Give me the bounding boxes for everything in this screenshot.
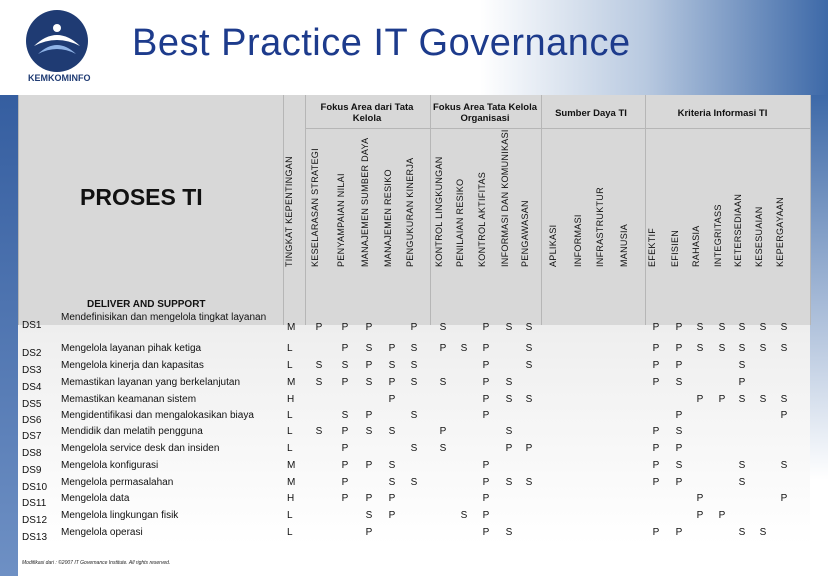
cell-mark: S [410, 360, 418, 371]
process-code: DS3 [22, 365, 42, 376]
cell-mark: P [696, 493, 704, 504]
cell-mark: P [482, 510, 490, 521]
cell-mark: P [675, 322, 683, 333]
cell-mark: S [525, 394, 533, 405]
cell-mark: S [696, 322, 704, 333]
column-group-label: Sumber Daya TI [555, 108, 627, 119]
cell-mark: P [365, 493, 373, 504]
cell-mark: P [482, 477, 490, 488]
cell-mark: P [675, 360, 683, 371]
process-name: Mengelola lingkungan fisik [61, 510, 179, 521]
process-name: Mengelola service desk dan insiden [61, 443, 220, 454]
cell-mark: S [738, 460, 746, 471]
column-header: PENYAMPAIAN NILAI [336, 173, 346, 267]
column-header: KONTROL LINGKUNGAN [434, 156, 444, 267]
process-code: DS2 [22, 348, 42, 359]
cell-mark: P [439, 343, 447, 354]
cell-mark: P [675, 343, 683, 354]
cell-mark: S [675, 426, 683, 437]
process-code: DS10 [22, 482, 48, 493]
process-name: Mendidik dan melatih pengguna [61, 426, 203, 437]
cell-mark: P [652, 477, 660, 488]
grid-divider [283, 95, 284, 325]
cell-mark: S [410, 443, 418, 454]
cell-mark: P [652, 460, 660, 471]
cell-mark: S [341, 410, 349, 421]
cell-mark: P [482, 360, 490, 371]
cell-mark: S [410, 477, 418, 488]
cell-mark: S [718, 322, 726, 333]
cell-mark: S [675, 377, 683, 388]
column-header: EFISIEN [670, 229, 680, 267]
cell-mark: P [696, 510, 704, 521]
cell-mark: S [315, 377, 323, 388]
cell-mark: S [738, 527, 746, 538]
cell-mark: P [388, 343, 396, 354]
cell-mark: S [780, 322, 788, 333]
cell-mark: P [780, 493, 788, 504]
importance-value: L [287, 510, 293, 521]
cell-mark: S [718, 343, 726, 354]
column-header: INFORMASI DAN KOMUNIKASI [500, 129, 510, 267]
cell-mark: S [780, 343, 788, 354]
cell-mark: S [410, 343, 418, 354]
importance-value: L [287, 410, 293, 421]
column-header: APLIKASI [548, 224, 558, 267]
process-code: DS5 [22, 399, 42, 410]
process-name: Memastikan keamanan sistem [61, 394, 197, 405]
cell-mark: S [738, 360, 746, 371]
cell-mark: S [315, 360, 323, 371]
column-header: MANAJEMEN RESIKO [383, 169, 393, 267]
importance-value: M [287, 477, 296, 488]
cell-mark: S [439, 443, 447, 454]
left-decoration [0, 95, 18, 576]
cell-mark: S [759, 343, 767, 354]
logo-text: KEMKOMINFO [28, 73, 91, 83]
cell-mark: S [388, 360, 396, 371]
cell-mark: S [675, 460, 683, 471]
cell-mark: S [365, 343, 373, 354]
cell-mark: P [652, 343, 660, 354]
process-name: Mengelola konfigurasi [61, 460, 159, 471]
cell-mark: S [738, 394, 746, 405]
cell-mark: P [482, 460, 490, 471]
cell-mark: P [696, 394, 704, 405]
importance-value: M [287, 322, 296, 333]
cell-mark: P [341, 460, 349, 471]
cell-mark: P [341, 477, 349, 488]
importance-value: L [287, 426, 293, 437]
process-name: Mengelola permasalahan [61, 477, 174, 488]
cell-mark: P [341, 443, 349, 454]
process-name: Mengelola layanan pihak ketiga [61, 343, 202, 354]
cell-mark: P [652, 322, 660, 333]
cell-mark: S [738, 322, 746, 333]
grid-divider [305, 128, 430, 129]
cell-mark: P [652, 426, 660, 437]
column-header: KESESUAIAN [754, 206, 764, 267]
importance-value: H [287, 394, 295, 405]
cell-mark: P [365, 322, 373, 333]
cell-mark: P [738, 377, 746, 388]
grid-divider [645, 95, 646, 325]
process-name: Mengelola data [61, 493, 130, 504]
cell-mark: P [388, 394, 396, 405]
cell-mark: P [341, 377, 349, 388]
cell-mark: S [388, 477, 396, 488]
grid-divider [541, 128, 645, 129]
cell-mark: S [365, 426, 373, 437]
cell-mark: P [341, 493, 349, 504]
process-name: Mendefinisikan dan mengelola tingkat layanan [61, 312, 267, 323]
grid-divider [305, 95, 306, 325]
column-group-label: Kriteria Informasi TI [677, 108, 768, 119]
cell-mark: P [652, 527, 660, 538]
cell-mark: P [341, 343, 349, 354]
cell-mark: S [388, 426, 396, 437]
column-header: KETERSEDIAAN [733, 193, 743, 267]
cell-mark: S [738, 477, 746, 488]
grid-divider [430, 128, 541, 129]
cell-mark: S [505, 377, 513, 388]
process-name: Memastikan layanan yang berkelanjutan [61, 377, 240, 388]
cell-mark: P [675, 443, 683, 454]
cell-mark: P [365, 410, 373, 421]
cell-mark: P [675, 477, 683, 488]
importance-value: L [287, 360, 293, 371]
cell-mark: P [388, 510, 396, 521]
process-name: Mengelola kinerja dan kapasitas [61, 360, 204, 371]
column-header: TINGKAT KEPENTINGAN [284, 156, 294, 267]
cell-mark: P [652, 360, 660, 371]
right-decoration [810, 95, 828, 576]
cell-mark: P [341, 322, 349, 333]
grid-divider [645, 128, 810, 129]
process-code: DS4 [22, 382, 42, 393]
cell-mark: S [780, 460, 788, 471]
cell-mark: P [482, 527, 490, 538]
cell-mark: S [505, 394, 513, 405]
cell-mark: P [388, 377, 396, 388]
cell-mark: P [482, 394, 490, 405]
importance-value: L [287, 443, 293, 454]
grid-divider [810, 95, 811, 325]
section-title: DELIVER AND SUPPORT [87, 299, 206, 310]
cell-mark: S [505, 426, 513, 437]
process-code: DS8 [22, 448, 42, 459]
table-title: PROSES TI [80, 184, 203, 210]
process-code: DS1 [22, 320, 42, 331]
cell-mark: S [388, 460, 396, 471]
page-title: Best Practice IT Governance [132, 22, 631, 64]
process-code: DS11 [22, 498, 47, 509]
cell-mark: P [482, 343, 490, 354]
cell-mark: S [505, 322, 513, 333]
cell-mark: P [410, 322, 418, 333]
importance-value: L [287, 527, 293, 538]
column-header: EFEKTIF [647, 227, 657, 267]
grid-divider [18, 95, 19, 325]
cell-mark: S [460, 343, 468, 354]
column-header: PENGUKURAN KINERJA [405, 157, 415, 267]
column-header: INTEGRITASS [713, 204, 723, 267]
cell-mark: P [439, 426, 447, 437]
cell-mark: P [341, 426, 349, 437]
cell-mark: P [505, 443, 513, 454]
cell-mark: P [652, 443, 660, 454]
grid-divider [430, 95, 431, 325]
cell-mark: P [315, 322, 323, 333]
importance-value: M [287, 460, 296, 471]
cell-mark: P [525, 443, 533, 454]
cell-mark: P [365, 527, 373, 538]
column-header: INFORMASI [573, 214, 583, 267]
process-name: Mengelola operasi [61, 527, 143, 538]
column-header: KONTROL AKTIFITAS [477, 171, 487, 267]
column-group-label: Fokus Area Tata Kelola Organisasi [432, 102, 537, 124]
cell-mark: S [525, 343, 533, 354]
column-group-label: Fokus Area dari Tata Kelola [320, 102, 414, 124]
cell-mark: S [410, 377, 418, 388]
cell-mark: S [525, 322, 533, 333]
cell-mark: P [482, 322, 490, 333]
cell-mark: S [759, 527, 767, 538]
importance-value: M [287, 377, 296, 388]
cell-mark: S [365, 510, 373, 521]
column-header: RAHASIA [691, 225, 701, 267]
cell-mark: S [341, 360, 349, 371]
column-header: MANAJEMEN SUMBER DAYA [360, 137, 370, 267]
column-header: KEPERGAYAAN [775, 197, 785, 267]
cell-mark: S [525, 477, 533, 488]
cell-mark: S [439, 322, 447, 333]
cell-mark: S [315, 426, 323, 437]
cell-mark: P [718, 510, 726, 521]
column-header: PENILAIAN RESIKO [455, 178, 465, 267]
cell-mark: P [365, 360, 373, 371]
cell-mark: P [675, 527, 683, 538]
cell-mark: S [759, 394, 767, 405]
cell-mark: S [525, 360, 533, 371]
cell-mark: P [718, 394, 726, 405]
process-code: DS6 [22, 415, 42, 426]
grid-divider [541, 95, 542, 325]
cell-mark: P [365, 460, 373, 471]
cell-mark: P [780, 410, 788, 421]
column-header: PENGAWASAN [520, 200, 530, 267]
cell-mark: S [738, 343, 746, 354]
cell-mark: S [365, 377, 373, 388]
cell-mark: S [460, 510, 468, 521]
cell-mark: S [505, 477, 513, 488]
cell-mark: S [759, 322, 767, 333]
footer-note: Modifikasi dari : ©2007 IT Governance Institute. All rights reserved. [22, 560, 171, 566]
column-header: INFRASTRUKTUR [595, 187, 605, 267]
importance-value: L [287, 343, 293, 354]
cell-mark: P [388, 493, 396, 504]
cell-mark: S [439, 377, 447, 388]
process-code: DS9 [22, 465, 42, 476]
column-header: MANUSIA [619, 223, 629, 267]
cell-mark: S [410, 410, 418, 421]
cell-mark: P [482, 493, 490, 504]
process-code: DS13 [22, 532, 48, 543]
process-code: DS12 [22, 515, 48, 526]
kominfo-logo-icon [22, 6, 92, 76]
cell-mark: S [696, 343, 704, 354]
cell-mark: P [675, 410, 683, 421]
column-header: KESELARASAN STRATEGI [310, 148, 320, 267]
cell-mark: P [482, 377, 490, 388]
cell-mark: P [482, 410, 490, 421]
cell-mark: P [652, 377, 660, 388]
process-code: DS7 [22, 431, 42, 442]
process-name: Mengidentifikasi dan mengalokasikan biaya [61, 410, 254, 421]
importance-value: H [287, 493, 295, 504]
cell-mark: S [780, 394, 788, 405]
cell-mark: S [505, 527, 513, 538]
